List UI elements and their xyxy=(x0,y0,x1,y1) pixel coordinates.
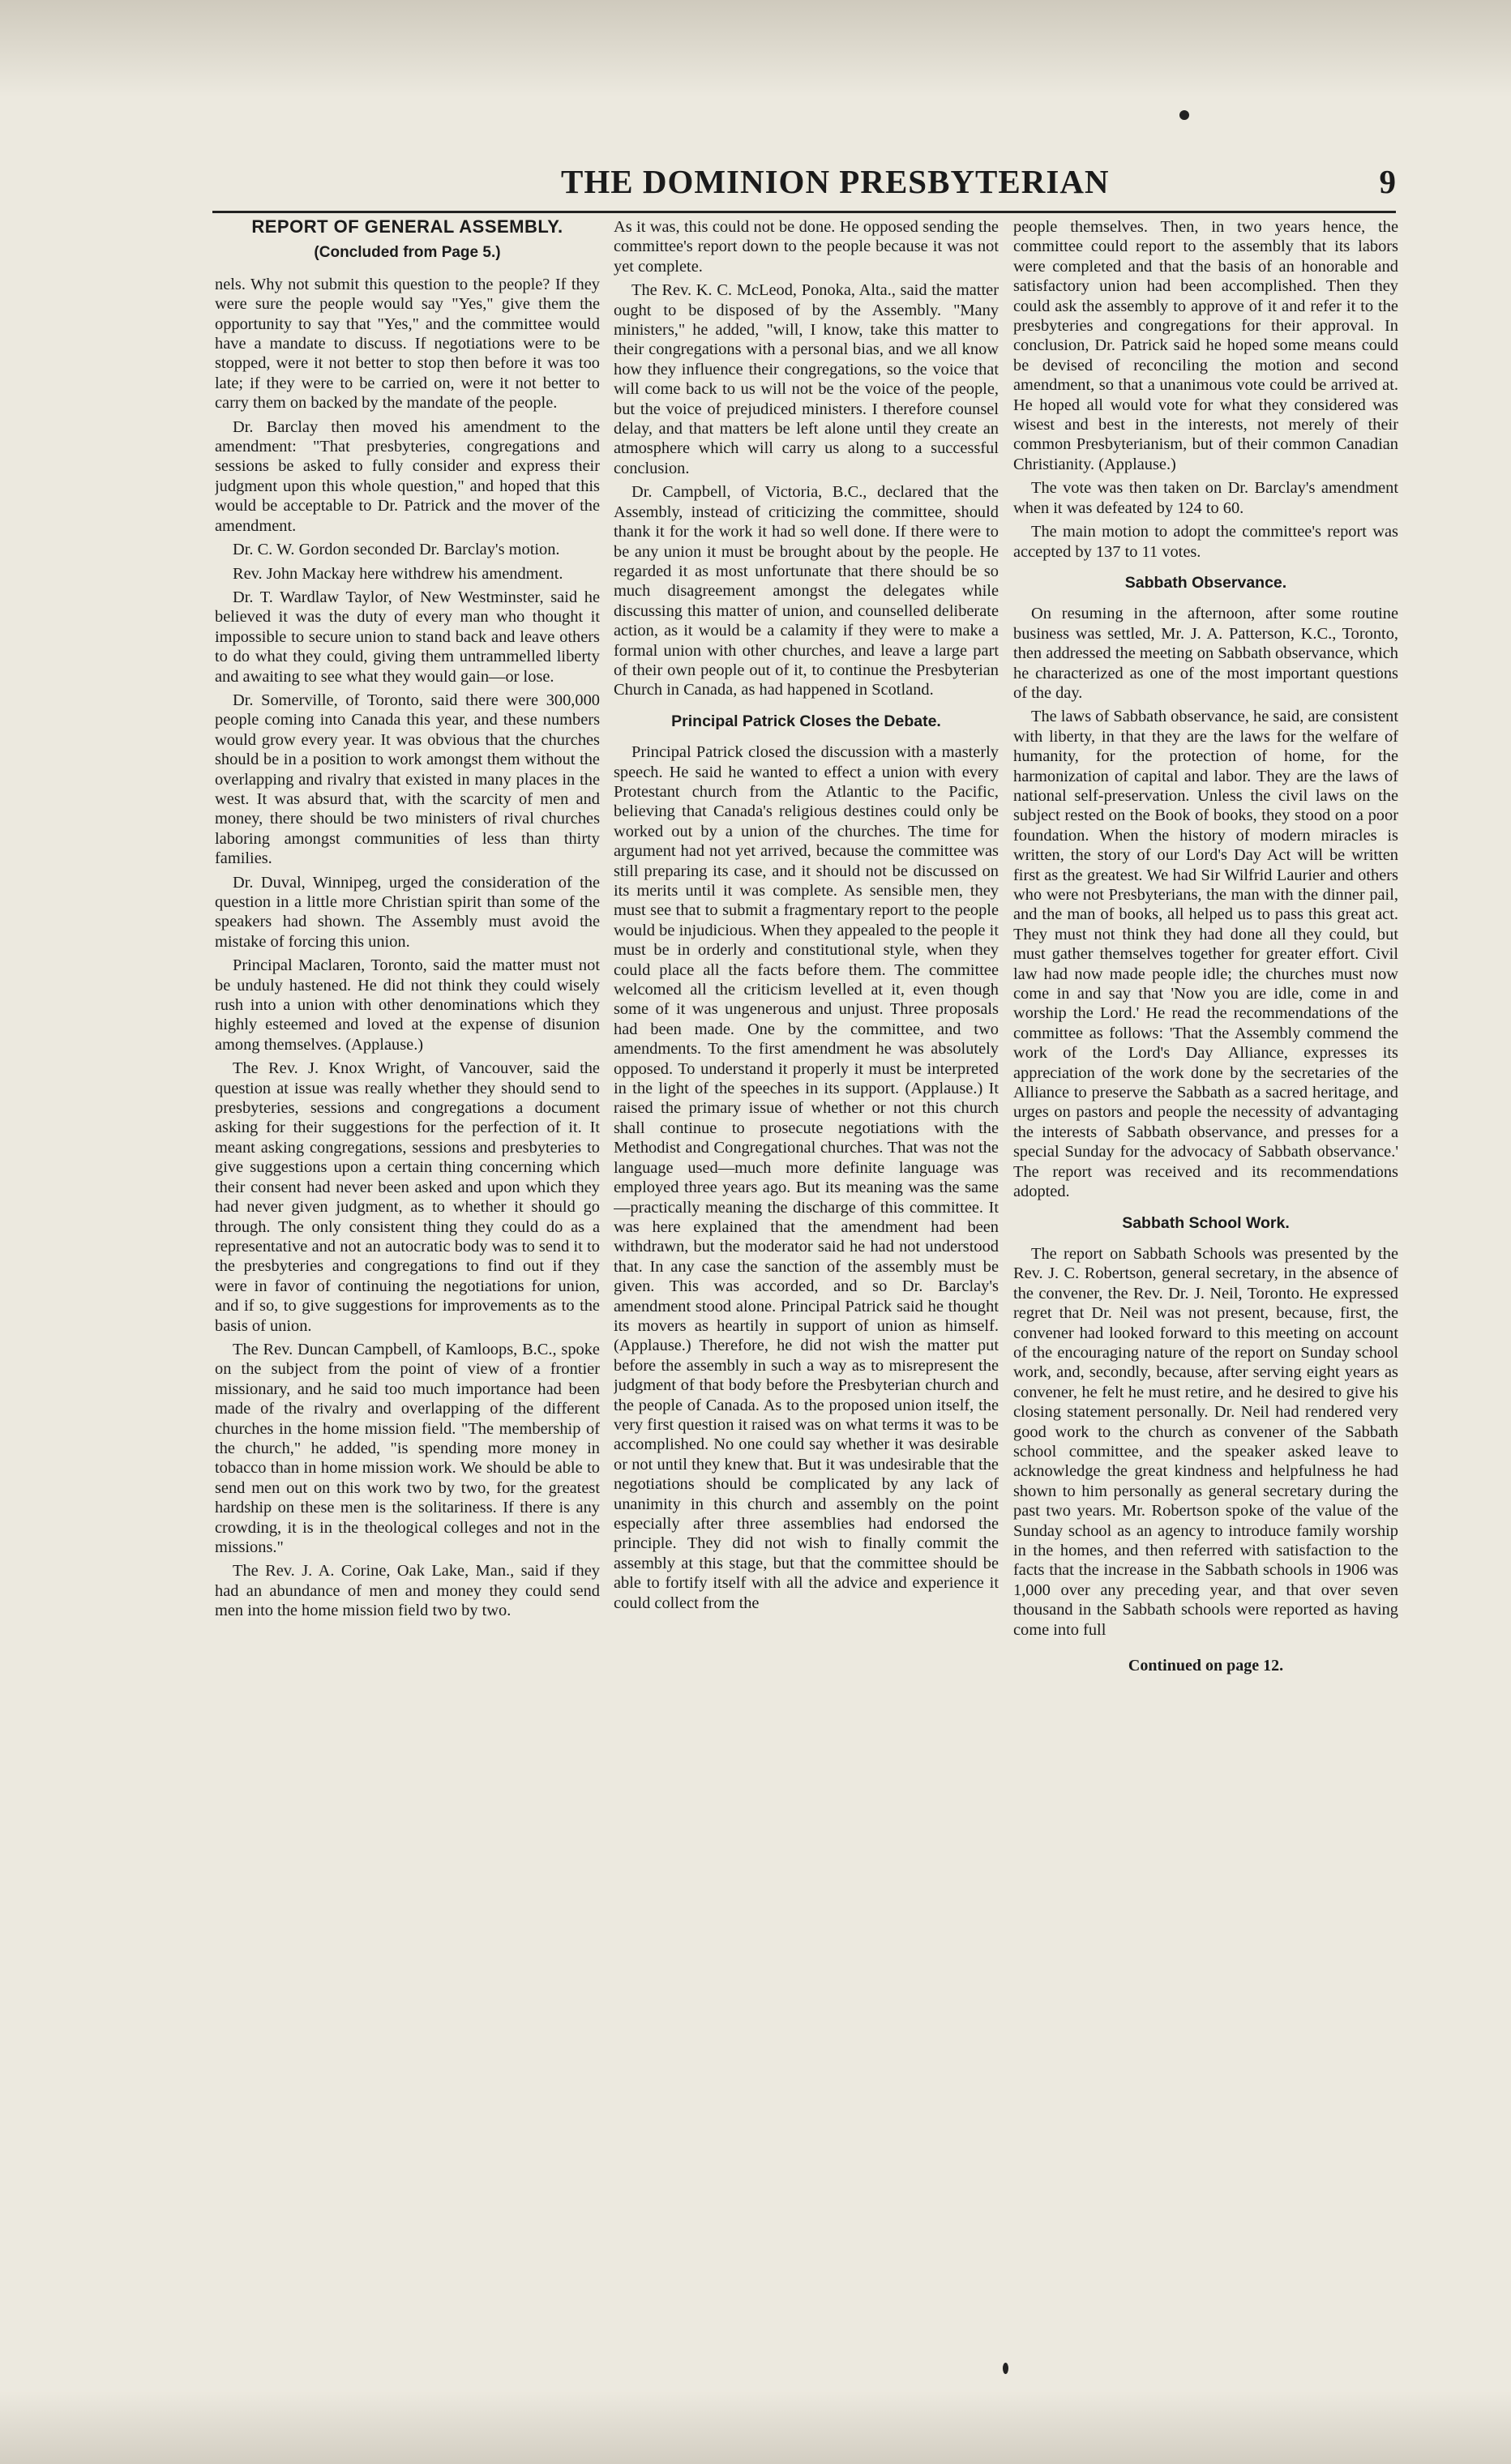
page-number: 9 xyxy=(1379,163,1396,200)
section-heading: Sabbath School Work. xyxy=(1122,1213,1290,1232)
paragraph: As it was, this could not be done. He opposed sending the committee's report down to the people because it was not yet complete. xyxy=(614,218,999,276)
paragraph: Dr. Barclay then moved his amendment to the amendment: "That presbyteries, congregations and sessions be asked to fully consider and express their judgment upon this whole question," and hoped that this would be acceptable to Dr. Patrick and the mover of the amendment. xyxy=(215,417,600,535)
paragraph: The report on Sabbath Schools was presented by the Rev. J. C. Robertson, general secretary, in the absence of the convener, the Rev. Dr. J. Neil, Toronto. He expressed regret that Dr. Neil was not present, because, first, the convener had looked forward to this meeting on account of the encouraging nature of the report on Sunday school work, and, secondly, because, after serving eight years as convener, he felt he must retire, and he desired to give his closing statement personally. Dr. Neil had rendered very good work to the church as convener of the Sabbath school committee, and the speaker asked leave to acknowledge the great kindness and helpfulness he had shown to him personally as general secretary during the past two years. Mr. Robertson spoke of the value of the Sunday school as an agency to introduce family worship in the homes, and then referred with satisfaction to the facts that the increase in the Sabbath schools in 1906 was 1,000 over any preceding year, and that over seven thousand in the Sabbath schools were reported as having come into full xyxy=(1013,1244,1398,1639)
column-2 xyxy=(614,217,999,2357)
paragraph: The Rev. J. Knox Wright, of Vancouver, said the question at issue was really whether they should send to presbyteries, sessions and congregations a document asking for their suggestions for the perfection of it. It meant asking congregations, sessions and presbyteries to give suggestions upon a certain thing concerning which their consent had never been asked and upon which they had never given judgment, as to whether it should go through. The only consistent thing they could do as a representative and not an autocratic body was to send it to the presbyteries and congregations to find out if they were in favor of continuing the negotiations for union, and if so, to give suggestions for improvements as to the basis of union. xyxy=(215,1059,600,1335)
paragraph: The Rev. J. A. Corine, Oak Lake, Man., said if they had an abundance of men and money they could send men into the home mission field two by two. xyxy=(215,1562,600,1620)
article-subheading: (Concluded from Page 5.) xyxy=(314,244,501,262)
paragraph: Dr. T. Wardlaw Taylor, of New Westminster, said he believed it was the duty of every man who thought it impossible to secure union to stand back and leave others to do what they could, giving them untrammelled liberty and awaiting to see what they would gain—or lose. xyxy=(215,588,600,686)
paragraph: Dr. Somerville, of Toronto, said there were 300,000 people coming into Canada this year, and these numbers would grow every year. It was obvious that the churches should be in a position to work amongst them without the overlapping and rivalry that existed in many places in the west. It was absurd that, with the scarcity of men and money, there should be two ministers of rival churches laboring amongst communities of less than thirty families. xyxy=(215,691,600,868)
page-top-shadow xyxy=(0,0,1511,97)
section-heading: Principal Patrick Closes the Debate. xyxy=(671,712,941,730)
paragraph: Rev. John Mackay here withdrew his amendment. xyxy=(233,564,563,583)
paragraph: The vote was then taken on Dr. Barclay's amendment when it was defeated by 124 to 60. xyxy=(1013,479,1398,517)
ink-speck xyxy=(1003,2363,1008,2374)
article-heading: REPORT OF GENERAL ASSEMBLY. xyxy=(251,217,563,237)
paragraph: On resuming in the afternoon, after some routine business was settled, Mr. J. A. Patterson, K.C., Toronto, then addressed the meeting on Sabbath observance, which he characterized as one of the most important questions of the day. xyxy=(1013,605,1398,702)
ink-speck xyxy=(1179,110,1189,120)
paragraph: Principal Maclaren, Toronto, said the matter must not be unduly hastened. He did not think they could wisely rush into a union with other denominations which they highly esteemed and loved at the expense of disunion among themselves. (Applause.) xyxy=(215,956,600,1054)
paragraph: The Rev. K. C. McLeod, Ponoka, Alta., said the matter ought to be disposed of by the Assembly. "Many ministers," he added, "will, I know, take this matter to their congregations with a personal bias, and we all know how they influence their congregations, so the voice that will come back to us will not be the voice of the people, but the voice of prejudiced ministers. I therefore counsel delay, and that matters be left alone until they create an atmosphere which will carry us along to a successful conclusion. xyxy=(614,281,999,477)
paragraph: The laws of Sabbath observance, he said, are consistent with liberty, in that they are the laws for the welfare of humanity, for the protection of home, for the harmonization of capital and labor. They are the laws of national self-preservation. Unless the civil laws on the subject rested on the Book of books, they stood on a poor foundation. When the history of modern miracles is written, the story of our Lord's Day Act will be written first as the greatest. We had Sir Wilfrid Laurier and others who were not Presbyterians, the man with the dinner pail, and the man of books, all helped us to pass this great act. They must not think they had done all they could, but must gather themselves together for greater effort. Civil law had now made people idle; the churches must now come in and say that 'Now you are idle, come in and worship the Lord.' He read the recommendations of the committee as follows: 'That the Assembly commend the work of the Lord's Day Alliance, expresses its appreciation of the work done by the secretaries of the Alliance to preserve the Sabbath as a sacred heritage, and urges on pastors and people the necessity of advantaging the interests of Sabbath observance, and presses for a special Sunday for the advocacy of Sabbath observance.' The report was received and its recommendations adopted. xyxy=(1013,708,1398,1201)
column-1 xyxy=(215,217,600,2357)
section-heading: Sabbath Observance. xyxy=(1124,573,1287,592)
paragraph: nels. Why not submit this question to the people? If they were sure the people would say "Yes," give them the opportunity to say that "Yes," and the committee would have a mandate to discuss. If negotiations were to be stopped, were it not better to stop then before it was too late; if they were to be carried on, were it not better to carry them on backed by the mandate of the people. xyxy=(215,275,600,413)
paragraph: Dr. Campbell, of Victoria, B.C., declared that the Assembly, instead of criticizing the committee, should thank it for the work it had so well done. If there were to be any union it must be brought about by the people. He regarded it as most unfortunate that there should be so much disagreement amongst the delegates while discussing this matter of union, and counselled deliberate action, as it would be a calamity if they were to make a formal union with other churches, and leave a large part of their own people out of it, to continue the Presbyterian Church in Canada, as had happened in Scotland. xyxy=(614,483,999,699)
page-bottom-shadow xyxy=(0,2391,1511,2464)
paragraph: The main motion to adopt the committee's report was accepted by 137 to 11 votes. xyxy=(1013,523,1398,561)
paragraph: Principal Patrick closed the discussion with a masterly speech. He said he wanted to effect a union with every Protestant church from the Atlantic to the Pacific, believing that Canada's religious destines could only be worked out by a union of the churches. The time for argument had not yet arrived, because the committee was still preparing its case, and it should not be discussed on its merits until it was complete. As sensible men, they must see that to submit a fragmentary report to the people would be injudicious. When they appealed to the people it must be in orderly and constitutional style, when they could place all the facts before them. The committee welcomed all the criticism levelled at it, even though some of it was ungenerous and unjust. Three proposals had been made. One by the committee, and two amendments. To the first amendment he was absolutely opposed. To understand it properly it must be interpreted in the light of the speeches in its support. (Applause.) It raised the primary issue of whether or not this church shall continue to prosecute negotiations with the Methodist and Congregational churches. That was not the language used—much more definite language was employed three years ago. But its meaning was the same—practically meaning the discharge of this committee. It was here explained that the amendment had been withdrawn, but the moderator said he had not understood that. In any case the sanction of the assembly must be given. This was accorded, and so Dr. Barclay's amendment stood alone. Principal Patrick said he thought its movers as heartily in support of union as himself. (Applause.) Therefore, he did not wish the matter put before the assembly in such a way as to misrepresent the judgment of that body before the Presbyterian church and the people of Canada. As to the proposed union itself, the very first question it raised was on what terms it was to be accomplished. No one could say whether it was desirable or not until they knew that. But it was undesirable that the negotiations should be complicated by any lack of unanimity in this church and assembly on the point especially after three assemblies had endorsed the principle. They did not wish to finally commit the assembly at this stage, but that the committee should be able to fortify itself with all the advice and experience it could collect from the xyxy=(614,743,999,1612)
paragraph: The Rev. Duncan Campbell, of Kamloops, B.C., spoke on the subject from the point of view of a frontier missionary, and he said too much importance had been made of the rivalry and overlapping of the different churches in the home mission field. "The membership of the church," he added, "is spending more money in tobacco than in home mission work. We should be able to send men out on this work two by two, for the greatest hardship on these men is the solitariness. If there is any crowding, it is in the theological colleges and not in the missions." xyxy=(215,1340,600,1556)
page-header xyxy=(212,162,1396,213)
paragraph: Dr. Duval, Winnipeg, urged the consideration of the question in a little more Christian spirit than some of the speakers had shown. The Assembly must avoid the mistake of forcing this union. xyxy=(215,873,600,951)
paragraph: people themselves. Then, in two years hence, the committee could report to the assembly that its labors were completed and that the basis of an honorable and satisfactory union had been accomplished. Then they could ask the assembly to approve of it and refer it to the presbyteries and congregations for their approval. In conclusion, Dr. Patrick said he hoped some means could be devised of reconciling the motion and second amendment, so that a unanimous vote could be arrived at. He hoped all would vote for what they considered was wisest and best in the interests, not merely of their common Presbyterianism, but of their common Canadian Christianity. (Applause.) xyxy=(1013,218,1398,473)
paragraph: Dr. C. W. Gordon seconded Dr. Barclay's motion. xyxy=(233,541,560,559)
continued-note: Continued on page 12. xyxy=(1128,1657,1284,1675)
column-3 xyxy=(1013,217,1398,2357)
running-title: THE DOMINION PRESBYTERIAN xyxy=(561,163,1110,200)
